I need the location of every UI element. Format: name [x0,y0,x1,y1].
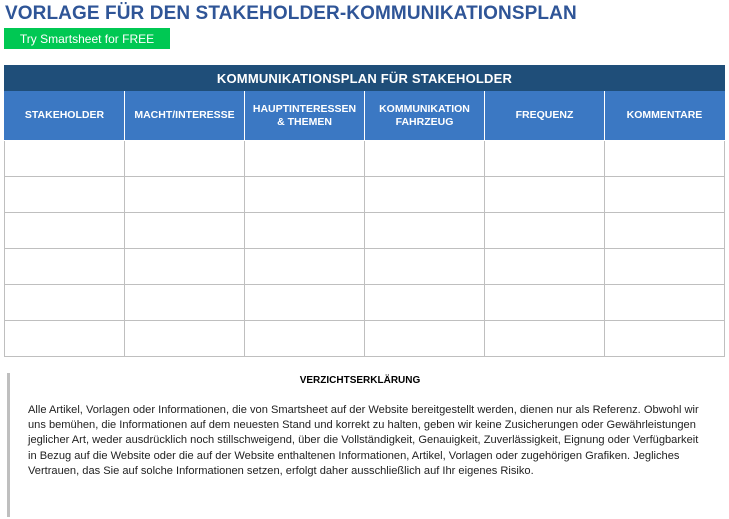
disclaimer-title: VERZICHTSERKLÄRUNG [299,375,421,386]
table-cell[interactable] [245,141,365,177]
table-cell[interactable] [365,213,485,249]
column-header-key-interests: HAUPTINTERESSEN & THEMEN [245,91,365,141]
table-row [5,177,725,213]
column-header-frequency: FREQUENZ [485,91,605,141]
table-cell[interactable] [485,177,605,213]
header-row [5,91,725,141]
table-cell[interactable] [125,141,245,177]
table-cell[interactable] [5,249,125,285]
table-row [5,141,725,177]
table-cell[interactable] [485,321,605,357]
table-cell[interactable] [605,285,725,321]
table-cell[interactable] [605,213,725,249]
table-title: KOMMUNIKATIONSPLAN FÜR STAKEHOLDER [4,65,725,91]
table-cell[interactable] [605,321,725,357]
column-header-power-interest: MACHT/INTERESSE [125,91,245,141]
table-cell[interactable] [5,321,125,357]
table-cell[interactable] [5,141,125,177]
column-header-comments: KOMMENTARE [605,91,725,141]
plan-grid [4,91,725,357]
table-cell[interactable] [125,285,245,321]
table-cell[interactable] [5,213,125,249]
table-cell[interactable] [245,321,365,357]
table-cell[interactable] [485,249,605,285]
table-cell[interactable] [125,213,245,249]
communication-plan-table [4,65,725,357]
table-cell[interactable] [485,141,605,177]
table-cell[interactable] [245,177,365,213]
table-row [5,321,725,357]
table-cell[interactable] [365,285,485,321]
table-row [5,285,725,321]
column-header-stakeholder: STAKEHOLDER [5,91,125,141]
column-header-communication-vehicle: KOMMUNIKATION FAHRZEUG [365,91,485,141]
try-smartsheet-button[interactable]: Try Smartsheet for FREE [4,28,170,49]
table-cell[interactable] [365,249,485,285]
table-cell[interactable] [605,249,725,285]
table-cell[interactable] [605,141,725,177]
table-cell[interactable] [245,249,365,285]
table-cell[interactable] [245,213,365,249]
page-title: VORLAGE FÜR DEN STAKEHOLDER-KOMMUNIKATIONSPLAN [5,3,577,24]
table-cell[interactable] [245,285,365,321]
table-cell[interactable] [485,213,605,249]
table-cell[interactable] [365,177,485,213]
table-cell[interactable] [125,321,245,357]
table-cell[interactable] [5,285,125,321]
table-cell[interactable] [125,177,245,213]
table-cell[interactable] [365,321,485,357]
table-cell[interactable] [125,249,245,285]
table-row [5,249,725,285]
disclaimer-text: Alle Artikel, Vorlagen oder Informationen, die von Smartsheet auf der Website bereitgestellt werden, dienen nur als Referenz. Obwohl wir uns bemühen, die Informationen auf dem neuesten Stand und korrekt zu halten, geben wir keine Zusicherungen oder Gewährleistungen jeglicher Art, weder ausdrücklich noch stillschweigend, über die Vollständigkeit, Genauigkeit, Zuverlässigkeit, Eignung oder Verfügbarkeit in Bezug auf die Website oder die auf der Website enthaltenen Informationen, Artikel, Vorlagen oder zugehörigen Grafiken. Jegliches Vertrauen, das Sie auf solche Informationen setzen, erfolgt daher ausschließlich auf Ihr eigenes Risiko. [28,404,699,477]
table-cell[interactable] [5,177,125,213]
disclaimer-box [7,373,725,517]
table-row [5,213,725,249]
table-cell[interactable] [605,177,725,213]
table-cell[interactable] [365,141,485,177]
table-cell[interactable] [485,285,605,321]
